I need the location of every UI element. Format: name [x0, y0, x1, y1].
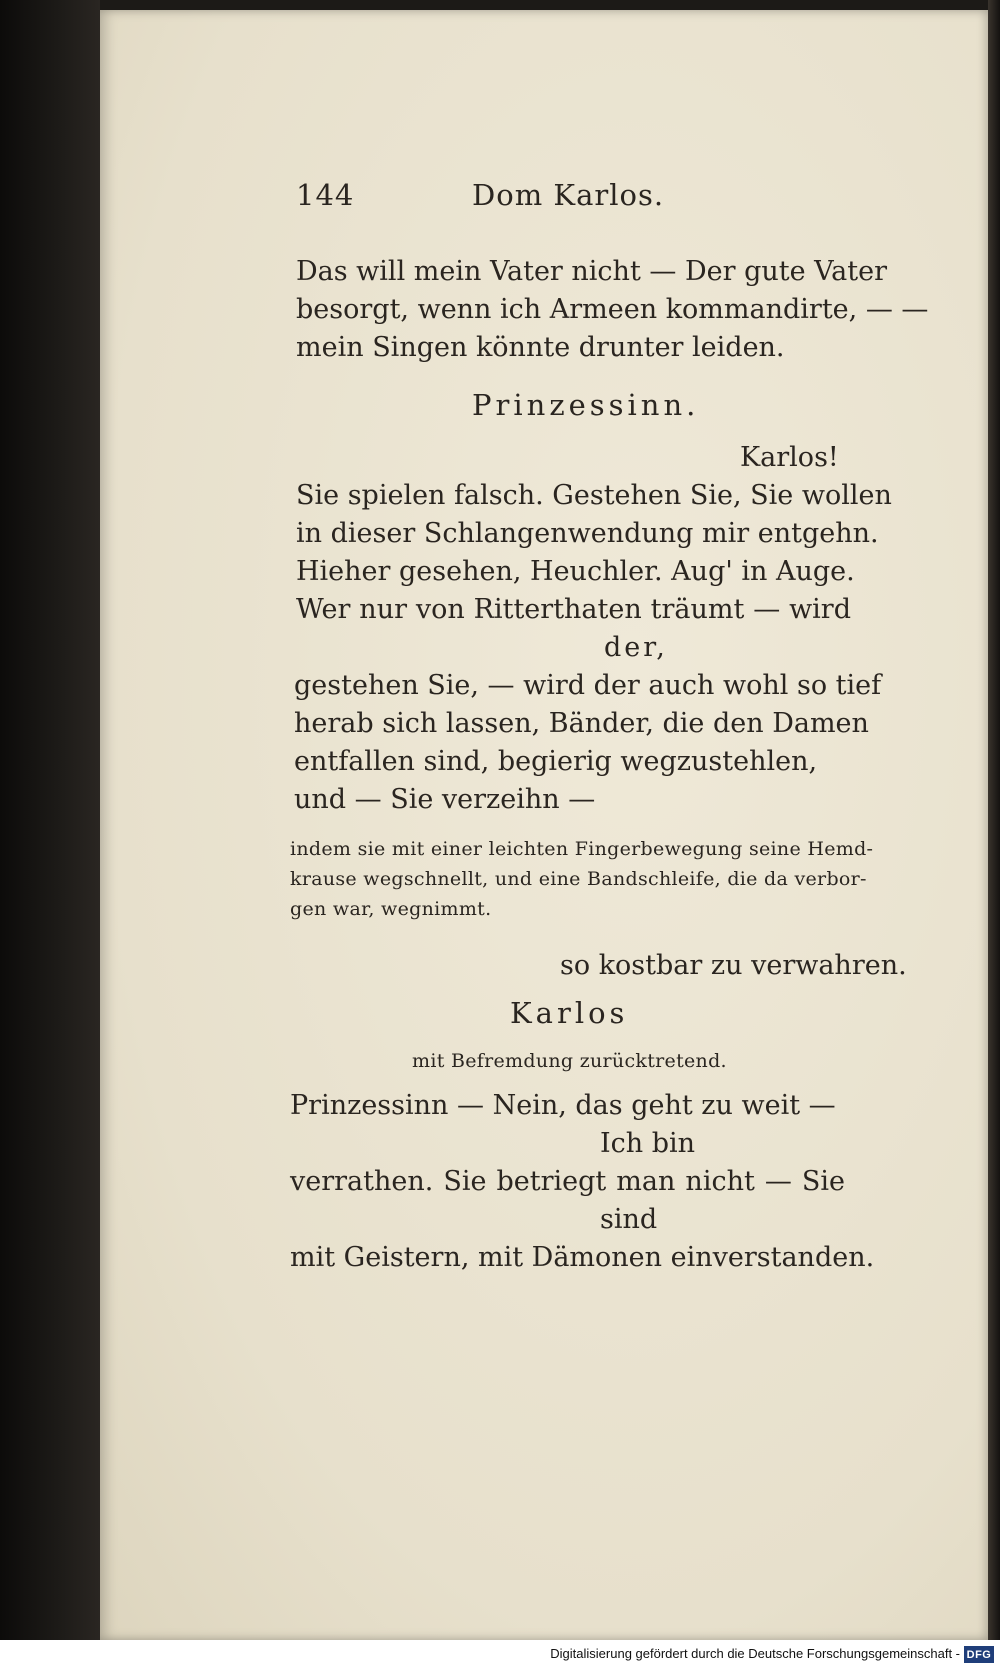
text-line: Wer nur von Ritterthaten träumt — wird	[296, 594, 851, 625]
text-line: Sie spielen falsch. Gestehen Sie, Sie wollen	[296, 480, 892, 511]
book-page	[100, 10, 988, 1640]
text-line: entfallen sind, begierig wegzustehlen,	[294, 746, 818, 777]
dfg-logo: DFG	[964, 1646, 994, 1663]
stage-direction: indem sie mit einer leichten Fingerbewegung seine Hemd-	[290, 838, 874, 860]
text-line: Hieher gesehen, Heuchler. Aug' in Auge.	[296, 556, 855, 587]
speaker-name: Karlos	[510, 996, 629, 1030]
digitization-footer	[0, 1640, 1000, 1670]
book-edge-right	[988, 0, 1000, 1640]
speaker-name: Prinzessinn.	[472, 388, 700, 422]
page-text	[100, 10, 988, 1640]
text-line: Karlos!	[740, 442, 839, 473]
text-line: herab sich lassen, Bänder, die den Damen	[294, 708, 869, 739]
text-line: mit Geistern, mit Dämonen einverstanden.	[290, 1242, 875, 1273]
text-line: mein Singen könnte drunter leiden.	[296, 332, 785, 363]
text-line: Ich bin	[600, 1128, 696, 1159]
stage-direction: krause wegschnellt, und eine Bandschleife, die da verbor-	[290, 868, 867, 890]
text-line: gestehen Sie, — wird der auch wohl so tief	[294, 670, 882, 701]
book-gutter-left	[0, 0, 100, 1670]
text-line: und — Sie verzeihn —	[294, 784, 596, 815]
text-line: sind	[600, 1204, 658, 1235]
text-line: so kostbar zu verwahren.	[560, 950, 907, 981]
page-number: 144	[296, 178, 355, 212]
running-title: Dom Karlos.	[472, 178, 665, 212]
stage-direction: gen war, wegnimmt.	[290, 898, 492, 920]
text-line: der,	[604, 632, 668, 663]
stage-direction: mit Befremdung zurücktretend.	[412, 1050, 727, 1072]
funding-credit: Digitalisierung gefördert durch die Deutsche Forschungsgemeinschaft -	[550, 1646, 960, 1661]
text-line: besorgt, wenn ich Armeen kommandirte, — —	[296, 294, 929, 325]
text-line: Das will mein Vater nicht — Der gute Vater	[296, 256, 888, 287]
text-line: verrathen. Sie betriegt man nicht — Sie	[290, 1166, 845, 1197]
text-line: Prinzessinn — Nein, das geht zu weit —	[290, 1090, 836, 1121]
text-line: in dieser Schlangenwendung mir entgehn.	[296, 518, 879, 549]
